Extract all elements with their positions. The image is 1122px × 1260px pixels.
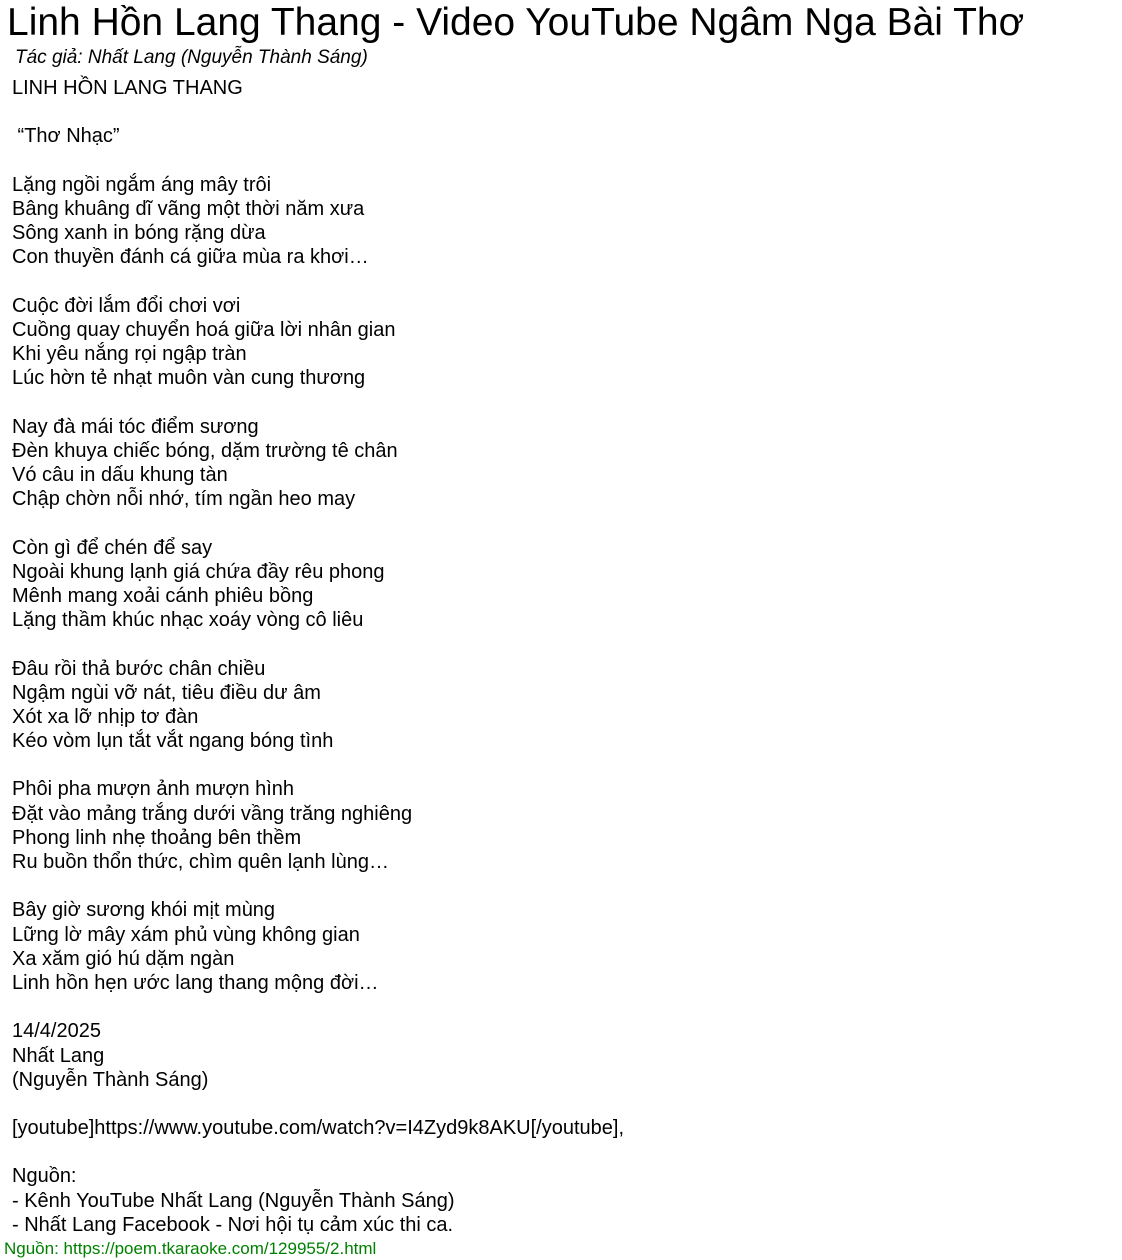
- poem-line: Nguồn:: [12, 1165, 77, 1188]
- poem-line: Lặng ngồi ngắm áng mây trôi: [12, 173, 272, 196]
- poem-line: Mênh mang xoải cánh phiêu bồng: [12, 584, 314, 607]
- poem-line: Lặng thầm khúc nhạc xoáy vòng cô liêu: [12, 609, 364, 632]
- author-line: Tác giả: Nhất Lang (Nguyễn Thành Sáng): [15, 47, 368, 68]
- poem-line: 14/4/2025: [12, 1020, 101, 1043]
- poem-line: - Nhất Lang Facebook - Nơi hội tụ cảm xúc thi ca.: [12, 1213, 454, 1236]
- poem-line: Con thuyền đánh cá giữa mùa ra khơi…: [12, 246, 369, 269]
- poem-line: Bây giờ sương khói mịt mùng: [12, 899, 276, 922]
- poem-line: Ngậm ngùi vỡ nát, tiêu điều dư âm: [12, 681, 321, 704]
- poem-line: Vó câu in dấu khung tàn: [12, 464, 228, 486]
- poem-blank-line: [12, 270, 624, 294]
- poem-blank-line: [12, 1092, 624, 1116]
- poem-blank-line: [12, 149, 624, 173]
- poem-line: Ngoài khung lạnh giá chứa đầy rêu phong: [12, 560, 385, 583]
- poem-line: Nay đà mái tóc điểm sương: [12, 415, 259, 438]
- poem-line: Khi yêu nắng rọi ngập tràn: [12, 343, 247, 366]
- poem-line: Sông xanh in bóng rặng dừa: [12, 222, 266, 245]
- poem-body: [12, 76, 624, 1237]
- poem-line: Xót xa lỡ nhịp tơ đàn: [12, 705, 199, 728]
- poem-line: Đèn khuya chiếc bóng, dặm trường tê chân: [12, 439, 398, 462]
- poem-line: Linh hồn hẹn ước lang thang mộng đời…: [12, 971, 379, 994]
- poem-line: (Nguyễn Thành Sáng): [12, 1068, 209, 1091]
- poem-line: Lững lờ mây xám phủ vùng không gian: [12, 923, 360, 946]
- poem-line: LINH HỒN LANG THANG: [12, 77, 243, 99]
- page-title: Linh Hồn Lang Thang - Video YouTube Ngâm Nga Bài Thơ: [7, 1, 1025, 44]
- poem-blank-line: [12, 632, 624, 656]
- poem-blank-line: [12, 753, 624, 777]
- poem-line: Xa xăm gió hú dặm ngàn: [12, 947, 235, 970]
- poem-line: [youtube]https://www.youtube.com/watch?v=I4Zyd9k8AKU[/youtube],: [12, 1117, 625, 1140]
- poem-line: Cuộc đời lắm đổi chơi vơi: [12, 294, 241, 317]
- poem-line: Kéo vòm lụn tắt vắt ngang bóng tình: [12, 730, 334, 753]
- poem-line: Đặt vào mảng trắng dưới vầng trăng nghiêng: [12, 802, 413, 825]
- source-footer: Nguồn: https://poem.tkaraoke.com/129955/2.html: [4, 1239, 377, 1258]
- poem-blank-line: [12, 100, 624, 124]
- poem-line: Ru buồn thổn thức, chìm quên lạnh lùng…: [12, 851, 389, 873]
- poem-line: Nhất Lang: [12, 1044, 105, 1067]
- poem-line: Bâng khuâng dĩ vãng một thời năm xưa: [12, 197, 365, 220]
- poem-blank-line: [12, 995, 624, 1019]
- poem-line: Chập chờn nỗi nhớ, tím ngần heo may: [12, 488, 356, 511]
- poem-blank-line: [12, 1140, 624, 1164]
- poem-line: “Thơ Nhạc”: [12, 125, 120, 148]
- poem-line: Đâu rồi thả bước chân chiều: [12, 657, 266, 680]
- poem-blank-line: [12, 511, 624, 535]
- poem-blank-line: [12, 390, 624, 414]
- poem-line: Còn gì để chén để say: [12, 536, 213, 559]
- poem-line: Lúc hờn tẻ nhạt muôn vàn cung thương: [12, 367, 366, 390]
- poem-line: - Kênh YouTube Nhất Lang (Nguyễn Thành Sáng): [12, 1189, 455, 1212]
- poem-blank-line: [12, 874, 624, 898]
- poem-line: Phong linh nhẹ thoảng bên thềm: [12, 826, 302, 849]
- poem-line: Phôi pha mượn ảnh mượn hình: [12, 778, 295, 801]
- poem-line: Cuồng quay chuyển hoá giữa lời nhân gian: [12, 318, 396, 341]
